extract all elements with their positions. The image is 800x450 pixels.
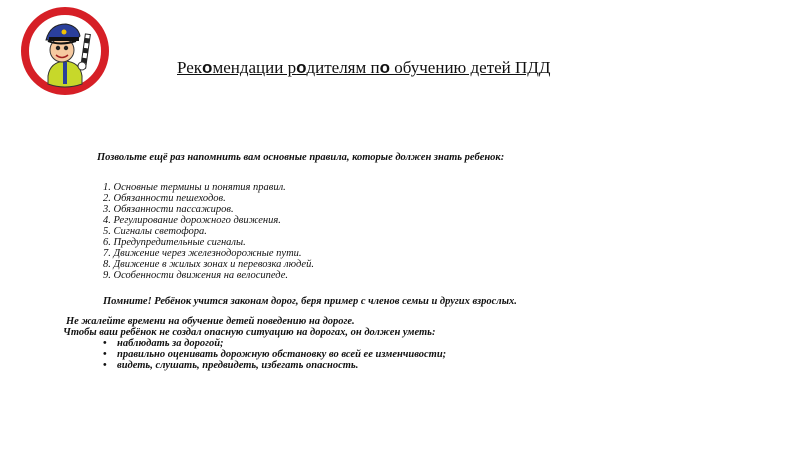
list-item: • правильно оценивать дорожную обстановку во всей ее изменчивости;	[105, 349, 446, 360]
remember-note: Помните! Ребёнок учится законам дорог, беря пример с членов семьи и других взрослых.	[103, 296, 517, 307]
list-item: • наблюдать за дорогой;	[105, 338, 446, 349]
list-item: 7. Движение через железнодорожные пути.	[103, 248, 302, 259]
traffic-inspector-logo	[20, 6, 110, 96]
list-item: 9. Особенности движения на велосипеде.	[103, 270, 288, 281]
list-item: 3. Обязанности пассажиров.	[103, 204, 234, 215]
list-item: • видеть, слушать, предвидеть, избегать опасность.	[105, 360, 446, 371]
list-item: 2. Обязанности пешеходов.	[103, 193, 226, 204]
list-item: 6. Предупредительные сигналы.	[103, 237, 246, 248]
page-title: Рекомендации родителям по обучению детей ПДД	[177, 58, 551, 77]
list-item: 1. Основные термины и понятия правил.	[103, 182, 286, 193]
list-item: 4. Регулирование дорожного движения.	[103, 215, 281, 226]
advice-line: Не жалейте времени на обучение детей поведению на дороге.	[66, 316, 355, 327]
skills-list	[63, 338, 446, 371]
advice-block	[63, 316, 446, 371]
intro-text: Позвольте ещё раз напомнить вам основные правила, которые должен знать ребенок:	[97, 152, 505, 163]
list-item: 5. Сигналы светофора.	[103, 226, 207, 237]
advice-line: Чтобы ваш ребёнок не создал опасную ситуацию на дорогах, он должен уметь:	[63, 327, 436, 338]
rules-topics-list	[103, 182, 314, 281]
list-item: 8. Движение в жилых зонах и перевозка людей.	[103, 259, 314, 270]
